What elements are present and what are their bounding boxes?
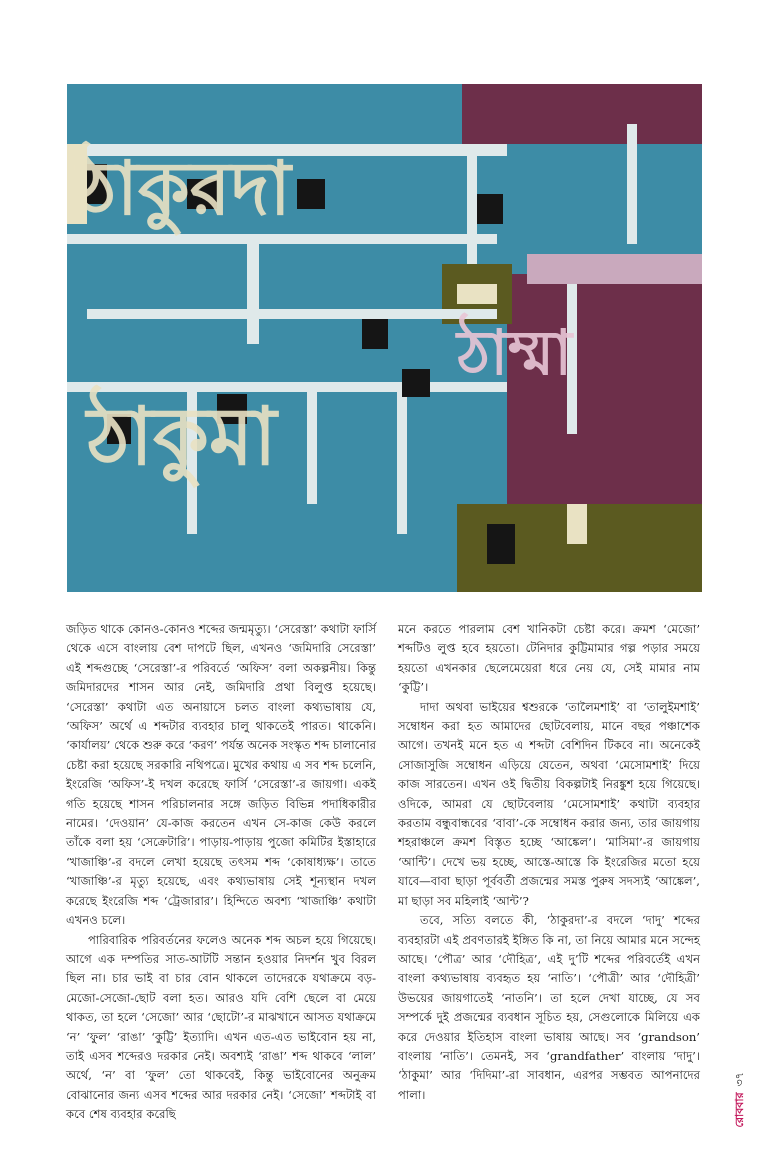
- paragraph: তবে, সত্যি বলতে কী, ‘ঠাকুরদা’-র বদলে ‘দাদু’ শব্দের ব্যবহারটা এই প্রবণতারই ইঙ্গিত কি না, তা নিয়ে আমার মনে সন্দেহ আছে। ‘পৌত্র’ আর ‘দৌহিত্র’, এই দু’টি শব্দের পরিবর্তেই এখন বাংলা কথ্যভাষায় ব্যবহৃত হয় ‘নাতি’। ‘পৌত্রী’ আর ‘দৌহিত্রী’ উভয়ের জায়গাতেই ‘নাতনি’। তা হলে দেখা যাচ্ছে, যে সব সম্পর্কে দুই প্রজন্মের ব্যবধান সূচিত হয়, সেগুলোকে মিলিয়ে এক করে দেওয়ার ইতিহাস বাংলা ভাষায় আছে। সব ‘grandson’ বাংলায় ‘নাতি’। তেমনই, সব ‘grandfather’ বাংলায় ‘দাদু’। ‘ঠাকুমা’ আর ‘দিদিমা’-রা সাবধান, এরপর সম্ভবত আপনাদের পালা।: [398, 913, 700, 1102]
- art-pink-band: [527, 254, 702, 284]
- art-word-3: ঠাকুমা: [87, 390, 277, 483]
- paragraph: পারিবারিক পরিবর্তনের ফলেও অনেক শব্দ অচল হয়ে গিয়েছে। আগে এক দম্পতির সাত-আটটি সন্তান হওয়ার নিদর্শন খুব বিরল ছিল না। চার ভাই বা চার বোন থাকলে তাদেরকে যথাক্রমে বড়-মেজো-সেজো-ছোট বলা হত। আরও যদি বেশি ছেলে বা মেয়ে থাকত, তা হলে ‘সেজো’ আর ‘ছোটো’-র মাঝখানে আসত যথাক্রমে ‘ন’ ‘ফুল’ ‘রাঙা’ ‘কুট্টি’ ইত্যাদি। এখন এত-এত ভাইবোন হয় না, তাই এসব শব্দেরও দরকার নেই। অবশ্যই ‘রাঙা’ শব্দ থাকবে ‘লাল’ অর্থে, ‘ন’ বা ‘ফুল’ তো থাকবেই, কিন্তু ভাইবোনের অনুক্রম বোঝানোর জন্য এসব শব্দের আর দরকার নেই। ‘সেজো’ শব্দটাই বা কবে শেষ ব্যবহার করেছি: [66, 932, 376, 1122]
- art-plum-right: [507, 274, 702, 514]
- page-folio: [731, 1072, 750, 1128]
- art-word-2: ঠাম্মা: [457, 316, 573, 389]
- magazine-name: রোববার: [733, 1092, 746, 1128]
- art-word-1: ঠাকুরদা: [77, 146, 291, 232]
- paragraph: দাদা অথবা ভাইয়ের শ্বশুরকে ‘তালৈমশাই’ বা ‘তালুইমশাই’ সম্বোধন করা হত আমাদের ছোটবেলায়, মানে বছর পঞ্চাশেক আগে। তখনই মনে হত এ শব্দটা বেশিদিন টিকবে না। অনেকেই সোজাসুজি সম্বোধন এড়িয়ে যেতেন, অথবা ‘মেসোমশাই’ দিয়ে কাজ সারতেন। এখন ওই দ্বিতীয় বিকল্পটাই নিরঙ্কুশ হয়ে গিয়েছে। ওদিকে, আমরা যে ছোটবেলায় ‘মেসোমশাই’ কথাটা ব্যবহার করতাম বন্ধুবান্ধবের ‘বাবা’-কে সম্বোধন করার জন্য, তার জায়গায় শহরাঞ্চলে ক্রমশ বিস্তৃত হচ্ছে ‘আঙ্কেল’। ‘মাসিমা’-র জায়গায় ‘আন্টি’। দেখে ভয় হচ্ছে, আস্তে-আস্তে কি ইংরেজির মতো হয়ে যাবে—বাবা ছাড়া পূর্ববর্তী প্রজন্মের সমস্ত পুরুষ সদস্যই ‘আঙ্কেল’, মা ছাড়া সব মহিলাই ‘আন্ট’?: [398, 699, 700, 908]
- pixel-art-illustration: [67, 84, 702, 592]
- article-column-right: [398, 620, 700, 1105]
- article-column-left: [66, 620, 376, 1125]
- paragraph: জড়িত থাকে কোনও-কোনও শব্দের জন্মমৃত্যু। ‘সেরেস্তা’ কথাটা ফার্সি থেকে এসে বাংলায় বেশ দাপটে ছিল, এখনও ‘জমিদারি সেরেস্তা’ এই শব্দগুচ্ছে ‘সেরেস্তা’-র পরিবর্তে ‘অফিস’ বলা অকল্পনীয়। কিন্তু জমিদারদের শাসন আর নেই, জমিদারি প্রথা বিলুপ্ত হয়েছে। ‘সেরেস্তা’ কথাটা এত অনায়াসে চলত বাংলা কথ্যভাষায় যে, ‘অফিস’ অর্থে এ শব্দটার ব্যবহার চালু থাকতেই পারত। থাকেনি। ‘কার্যালয়’ থেকে শুরু করে ‘করণ’ পর্যন্ত অনেক সংস্কৃত শব্দ চালানোর চেষ্টা করা হয়েছে সরকারি নথিপত্রে। মুখের কথায় এ সব শব্দ চলেনি, ইংরেজি ‘অফিস’-ই দখল করেছে ফার্সি ‘সেরেস্তা’-র জায়গা। একই গতি হয়েছে শাসন পরিচালনার সঙ্গে জড়িত বিভিন্ন পদাধিকারীর নামের। ‘দেওয়ান’ যে-কাজ করতেন এখন সে-কাজ কেউ করলে তাঁকে বলা হয় ‘সেক্রেটারি’। পাড়ায়-পাড়ায় পুজো কমিটির ইস্তাহারে ‘খাজাঞ্চি’-র বদলে লেখা হয়েছে তৎসম শব্দ ‘কোষাধ্যক্ষ’। তাতে ‘খাজাঞ্চি’-র মৃত্যু হয়েছে, এবং কথ্যভাষায় সেই শূন্যস্থান দখল করেছে ইংরেজি শব্দ ‘ট্রেজারার’। হিন্দিতে অবশ্য ‘খাজাঞ্চি’ কথাটা এখনও চলে।: [66, 622, 376, 928]
- page-number: ৩৭: [733, 1072, 746, 1087]
- illustration: [67, 84, 702, 592]
- paragraph: মনে করতে পারলাম বেশ খানিকটা চেষ্টা করে। ক্রমশ ‘মেজো’ শব্দটিও লুপ্ত হবে হয়তো। টেনিদার কুট্টিমামার গল্প পড়ার সময়ে হয়তো এখনকার ছেলেমেয়েরা ধরে নেয় যে, সেই মামার নাম ‘কুট্টি’।: [398, 622, 700, 695]
- art-plum-top: [462, 84, 702, 144]
